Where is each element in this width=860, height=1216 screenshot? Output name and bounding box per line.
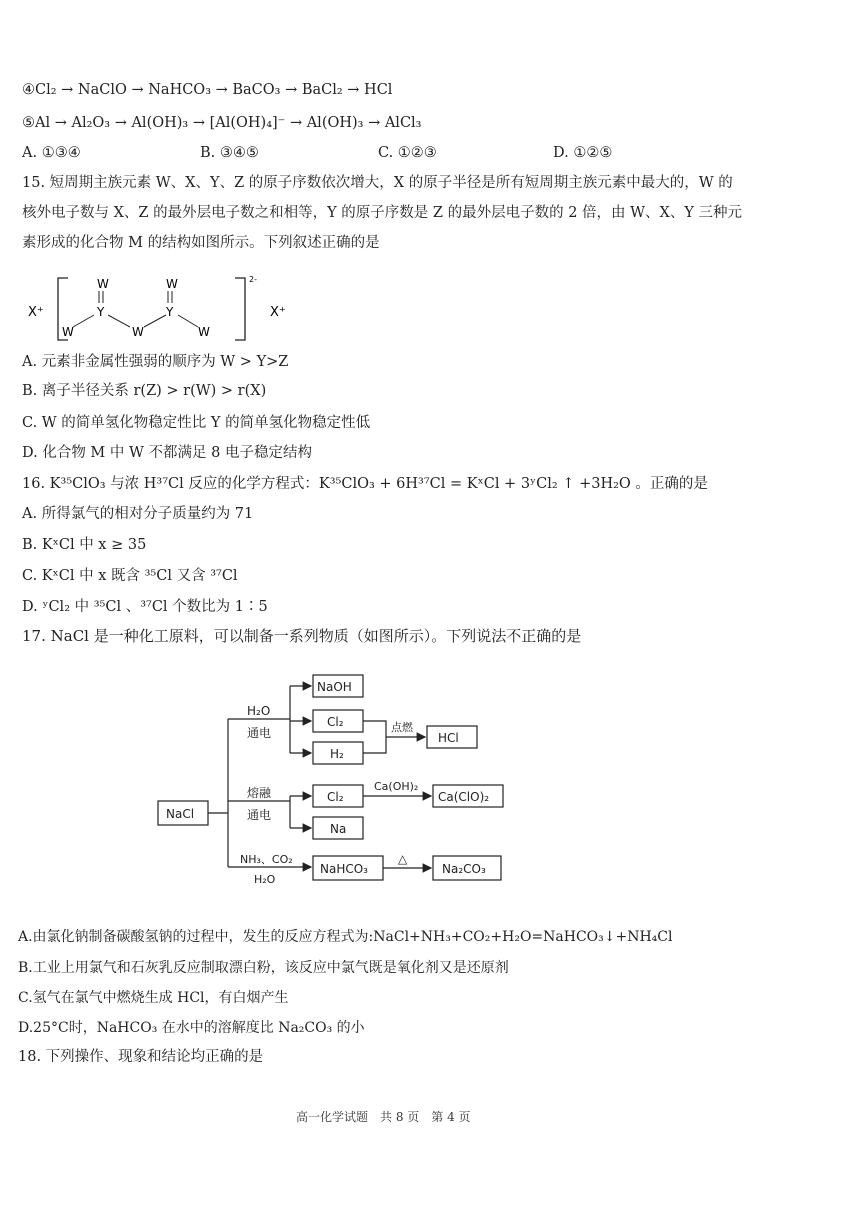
atom-w-bottom-left: W — [62, 325, 74, 339]
label-naoh: NaOH — [317, 680, 352, 694]
atom-y-left: Y — [97, 305, 105, 319]
atom-w-bridge: W — [132, 325, 144, 339]
bracket-right — [235, 278, 245, 340]
label-nacl: NaCl — [166, 807, 195, 821]
cond-h2o-bottom: H₂O — [254, 873, 276, 886]
atom-w-top-right: W — [166, 277, 178, 291]
q16-stem: 16. K³⁵ClO₃ 与浓 H³⁷Cl 反应的化学方程式：K³⁵ClO₃ + 6H³⁷Cl = KˣCl + 3ʸCl₂ ↑ +3H₂O 。正确的是 — [22, 476, 708, 492]
anion-charge: 2- — [249, 275, 257, 284]
cond-tongdian-2: 通电 — [247, 808, 272, 822]
reaction-chain-5: ⑤Al → Al₂O₃ → Al(OH)₃ → [Al(OH)₄]⁻ → Al(OH)₃ → AlCl₃ — [22, 115, 422, 131]
q14-option-b: B. ③④⑤ — [200, 145, 259, 161]
q17-option-b: B.工业上用氯气和石灰乳反应制取漂白粉，该反应中氯气既是氧化剂又是还原剂 — [18, 960, 509, 976]
page-footer: 高一化学试题 共 8 页 第 4 页 — [296, 1110, 471, 1124]
q15-stem-line-3: 素形成的化合物 M 的结构如图所示。下列叙述正确的是 — [22, 235, 380, 251]
q16-option-b: B. KˣCl 中 x ≥ 35 — [22, 537, 147, 553]
cond-h2o: H₂O — [247, 704, 271, 718]
label-caclo: Ca(ClO)₂ — [438, 790, 490, 804]
cond-heat: △ — [398, 852, 408, 866]
label-cl2-mid: Cl₂ — [327, 790, 344, 804]
q15-stem-line-2: 核外电子数与 X、Z 的最外层电子数之和相等，Y 的原子序数是 Z 的最外层电子数的 2 倍，由 W、X、Y 三种元 — [22, 205, 743, 221]
q15-stem-line-1: 15. 短周期主族元素 W、X、Y、Z 的原子序数依次增大，X 的原子半径是所有短周期主族元素中最大的，W 的 — [22, 175, 733, 191]
q15-option-a: A. 元素非金属性强弱的顺序为 W > Y>Z — [22, 354, 289, 370]
q15-option-b: B. 离子半径关系 r(Z) > r(W) > r(X) — [22, 383, 267, 399]
cation-left: X⁺ — [28, 305, 44, 320]
q14-option-d: D. ①②⑤ — [553, 145, 613, 161]
q16-option-d: D. ʸCl₂ 中 ³⁵Cl 、³⁷Cl 个数比为 1∶5 — [22, 599, 268, 615]
q16-option-c: C. KˣCl 中 x 既含 ³⁵Cl 又含 ³⁷Cl — [22, 568, 238, 584]
label-cl2-top: Cl₂ — [327, 715, 344, 729]
q17-stem: 17. NaCl 是一种化工原料，可以制备一系列物质（如图所示）。下列说法不正确的是 — [22, 627, 582, 645]
q17-option-d: D.25°C时，NaHCO₃ 在水中的溶解度比 Na₂CO₃ 的小 — [18, 1020, 365, 1036]
q18-stem: 18. 下列操作、现象和结论均正确的是 — [18, 1049, 264, 1065]
cond-ronghua: 熔融 — [247, 786, 272, 800]
label-na: Na — [330, 822, 347, 836]
nacl-flow-diagram — [150, 665, 520, 895]
label-h2: H₂ — [330, 747, 344, 761]
q15-option-c: C. W 的简单氢化物稳定性比 Y 的简单氢化物稳定性低 — [22, 415, 371, 431]
cond-tongdian-1: 通电 — [247, 726, 272, 740]
q14-option-c: C. ①②③ — [378, 145, 437, 161]
q15-option-d: D. 化合物 M 中 W 不都满足 8 电子稳定结构 — [22, 445, 312, 461]
cond-ranshao: 点燃 — [391, 721, 413, 734]
atom-y-right: Y — [166, 305, 174, 319]
label-hcl: HCl — [438, 731, 459, 745]
cond-caoh2: Ca(OH)₂ — [374, 780, 419, 793]
cation-right: X⁺ — [270, 305, 286, 320]
reaction-chain-4: ④Cl₂ → NaClO → NaHCO₃ → BaCO₃ → BaCl₂ → HCl — [22, 82, 393, 98]
q17-option-a: A.由氯化钠制备碳酸氢钠的过程中，发生的反应方程式为:NaCl+NH₃+CO₂+H₂O=NaHCO₃↓+NH₄Cl — [18, 929, 673, 945]
q14-option-a: A. ①③④ — [22, 145, 81, 161]
q16-option-a: A. 所得氯气的相对分子质量约为 71 — [22, 506, 254, 522]
cond-nh3-co2: NH₃、CO₂ — [240, 853, 293, 866]
label-nahco3: NaHCO₃ — [320, 862, 368, 876]
q17-option-c: C.氢气在氯气中燃烧生成 HCl，有白烟产生 — [18, 990, 289, 1006]
atom-w-bottom-right: W — [198, 325, 210, 339]
label-na2co3: Na₂CO₃ — [442, 862, 486, 876]
compound-m-structure — [20, 268, 290, 348]
atom-w-top-left: W — [97, 277, 109, 291]
